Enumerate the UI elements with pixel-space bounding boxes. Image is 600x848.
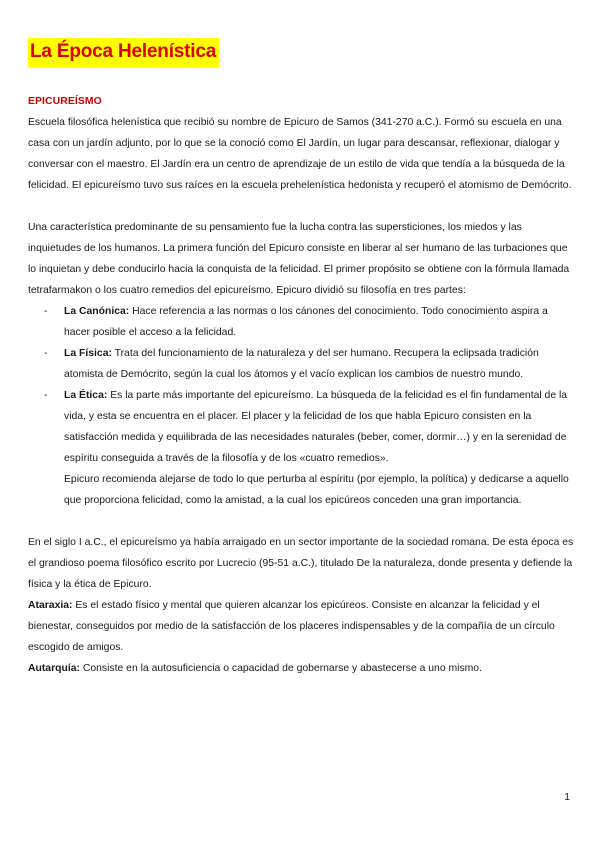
page-number: 1 <box>564 792 570 803</box>
ataraxia-text: Es el estado físico y mental que quieren alcanzar los epicúreos. Consiste en alcanzar la felicidad y el bienestar, conseguidos por medio de la satisfacción de los placeres indispensables y de la compañía de un círculo escogido de amigos. <box>28 600 555 653</box>
philosophy-parts-list <box>28 301 574 511</box>
part-extra-text: Epicuro recomienda alejarse de todo lo que perturba al espíritu (por ejemplo, la política) y dedicarse a aquello que proporciona felicidad, como la amistad, a la cual los epicúreos conceden una gran importancia. <box>64 474 569 506</box>
page-title: La Época Helenística <box>28 38 219 68</box>
autarquia-definition <box>28 658 574 679</box>
spacer <box>28 511 574 532</box>
part-text: Hace referencia a las normas o los cánones del conocimiento. Todo conocimiento aspira a hacer posible el acceso a la felicidad. <box>64 306 548 338</box>
characteristics-paragraph: Una característica predominante de su pensamiento fue la lucha contra las supersticiones, los miedos y las inquietudes de los humanos. La primera función del Epicuro consiste en liberar al ser humano de las turbaciones que lo inquietan y debe conducirlo hacia la conquista de la felicidad. El primer propósito se obtiene con la fórmula llamada tetrafarmakon o los cuatro remedios del epicureísmo. Epicuro dividió su filosofía en tres partes: <box>28 222 570 296</box>
list-item <box>28 343 574 385</box>
spacer <box>28 196 574 217</box>
list-dash: - <box>44 390 48 401</box>
part-term: La Ética: <box>64 390 108 401</box>
part-term: La Canónica: <box>64 306 130 317</box>
autarquia-text: Consiste en la autosuficiencia o capacidad de gobernarse y abastecerse a uno mismo. <box>79 663 482 674</box>
list-item <box>28 301 574 343</box>
document-body <box>28 95 574 679</box>
list-dash: - <box>44 306 48 317</box>
roman-era-paragraph: En el siglo I a.C., el epicureísmo ya había arraigado en un sector importante de la sociedad romana. De esta época es el grandioso poema filosófico escrito por Lucrecio (95-51 a.C.), titulado De la naturaleza, donde presenta y defiende la física y la ética de Epicuro. <box>28 537 574 590</box>
part-text: Es la parte más importante del epicureísmo. La búsqueda de la felicidad es el fin fundamental de la vida, y esta se encuentra en el placer. El placer y la felicidad de los que habla Epicuro consisten en la satisfacción medida y equilibrada de las necesidades naturales (beber, comer, dormir…) y en la serenidad de espíritu conseguida a través de la filosofía y de los «cuatro remedios». <box>64 390 568 464</box>
part-text: Trata del funcionamiento de la naturaleza y del ser humano. Recupera la eclipsada tradición atomista de Demócrito, según la cual los átomos y el vacío explican los cambios de nuestro mundo. <box>64 348 539 380</box>
ataraxia-term: Ataraxia: <box>28 600 73 611</box>
section-heading: EPICUREÍSMO <box>28 96 102 107</box>
intro-paragraph: Escuela filosófica helenística que recibió su nombre de Epicuro de Samos (341-270 a.C.). Formó su escuela en una casa con un jardín adjunto, por lo que se la conoció como El Jardín, un lugar para descansar, reflexionar, dialogar y conversar con el maestro. El Jardín era un centro de aprendizaje de un estilo de vida que tendía a la búsqueda de la felicidad. El epicureísmo tuvo sus raíces en la escuela prehelenística hedonista y recuperó el atomismo de Demócrito. <box>28 117 572 191</box>
list-dash: - <box>44 348 48 359</box>
list-item <box>28 385 574 511</box>
ataraxia-definition <box>28 595 574 658</box>
autarquia-term: Autarquía: <box>28 663 80 674</box>
part-term: La Física: <box>64 348 112 359</box>
